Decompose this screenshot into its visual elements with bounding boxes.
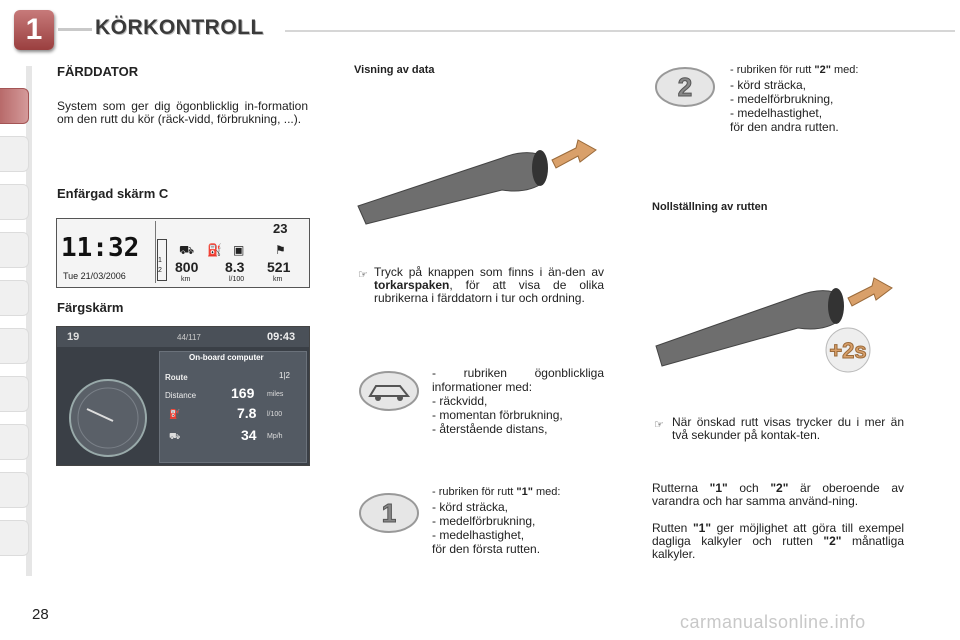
tab-chapter-5[interactable]	[0, 280, 29, 316]
routes-paragraph-1: Rutterna "1" och "2" är oberoende av varandra och har samma använd-ning.	[652, 481, 905, 508]
fuel-icon: ▣	[233, 243, 245, 257]
section-title: FÄRDDATOR	[57, 64, 139, 79]
color-temp: 19	[67, 331, 80, 343]
tab-chapter-10[interactable]	[0, 520, 29, 556]
svg-text:1: 1	[381, 498, 397, 528]
tab-chapter-3[interactable]	[0, 184, 29, 220]
page-number: 28	[32, 606, 49, 623]
color-value-3: 34	[241, 427, 257, 443]
route-2-list	[730, 78, 910, 134]
list-item: - medelhastighet,	[432, 528, 525, 542]
flag-icon: ⚑	[275, 243, 286, 257]
list-item: - räckvidd,	[432, 394, 488, 408]
color-unit-1: miles	[267, 391, 284, 398]
tab-chapter-9[interactable]	[0, 472, 29, 508]
mono-unit-2: l/100	[229, 276, 245, 283]
mono-screen-title: Enfärgad skärm C	[57, 186, 169, 201]
car-icon: ⛟	[169, 431, 181, 441]
color-screen-image	[56, 326, 310, 466]
color-idx: 1|2	[279, 371, 290, 380]
list-item: - medelhastighet,	[730, 106, 823, 120]
routes-paragraph-2: Rutten "1" ger möjlighet att göra till exempel dagliga kalkyler och rutten "2" månatliga kalkyler.	[652, 521, 904, 561]
watermark: carmanualsonline.info	[680, 612, 866, 632]
list-item: för den första rutten.	[432, 542, 541, 556]
mono-screen-image	[56, 218, 310, 288]
intro-text: System som ger dig ögonblicklig in-formation om den rutt du kör (räck-vidd, förbrukning, ...).	[57, 99, 308, 126]
hand-pointer-icon: ☞	[654, 419, 664, 431]
mono-unit-3: km	[273, 276, 283, 283]
pump-icon: ⛽	[207, 243, 222, 257]
mono-value-2: 8.3	[225, 259, 245, 275]
tab-chapter-1[interactable]	[0, 88, 29, 124]
tab-chapter-7[interactable]	[0, 376, 29, 412]
pump-icon: ⛽	[169, 409, 181, 419]
color-row-route: Route	[165, 373, 188, 382]
mono-idx2: 2	[158, 267, 162, 274]
list-item: för den andra rutten.	[730, 120, 839, 134]
mono-value-1: 800	[175, 259, 199, 275]
instruction-text: Tryck på knappen som finns i än-den av torkarspaken, för att visa de olika rubrikerna i färddatorn i tur och ordning.	[374, 265, 604, 305]
page-title: KÖRKONTROLL	[95, 16, 264, 39]
route-1-icon	[358, 492, 420, 534]
mono-idx: 1	[158, 257, 162, 264]
plus-2s-badge: +2s	[829, 338, 867, 363]
header-rule	[285, 30, 955, 32]
route-1-list	[432, 500, 607, 556]
list-item: - momentan förbrukning,	[432, 408, 563, 422]
color-code: 44/117	[177, 333, 201, 342]
compass-dial	[65, 375, 151, 461]
color-value-1: 169	[231, 385, 255, 401]
info-block-list	[432, 394, 607, 436]
car-info-icon	[358, 370, 420, 412]
header-line	[58, 28, 92, 31]
mono-temp: 23	[273, 221, 288, 236]
svg-text:2: 2	[677, 72, 693, 102]
tab-chapter-6[interactable]	[0, 328, 29, 364]
color-header: On-board computer	[189, 353, 264, 362]
color-row-distance: Distance	[165, 391, 197, 400]
route-1-head: - rubriken för rutt "1" med:	[432, 486, 561, 498]
info-block-head: - rubriken ögonblickliga informationer med:	[432, 366, 604, 394]
mono-unit-1: km	[181, 276, 191, 283]
chapter-tabs	[0, 66, 32, 576]
color-time: 09:43	[267, 331, 296, 343]
color-screen-title: Färgskärm	[57, 300, 124, 315]
wiper-stalk-image	[352, 128, 604, 228]
tab-chapter-8[interactable]	[0, 424, 29, 460]
list-item: - återstående distans,	[432, 422, 548, 436]
tab-chapter-4[interactable]	[0, 232, 29, 268]
reset-instruction: När önskad rutt visas trycker du i mer än två sekunder på kontak-ten.	[672, 415, 904, 442]
route-2-head: - rubriken för rutt "2" med:	[730, 64, 859, 76]
color-value-2: 7.8	[237, 405, 257, 421]
list-item: - körd sträcka,	[432, 500, 509, 514]
data-display-title: Visning av data	[354, 64, 435, 76]
mono-value-3: 521	[267, 259, 291, 275]
tab-chapter-2[interactable]	[0, 136, 29, 172]
list-item: - körd sträcka,	[730, 78, 807, 92]
hand-pointer-icon: ☞	[358, 269, 368, 281]
color-unit-3: Mp/h	[267, 433, 283, 440]
mono-date: Tue 21/03/2006	[63, 271, 126, 281]
mono-time: 11:32	[61, 233, 140, 263]
route-2-icon	[654, 66, 716, 108]
list-item: - medelförbrukning,	[730, 92, 834, 106]
chapter-badge: 1	[14, 10, 54, 50]
color-unit-2: l/100	[267, 411, 283, 418]
wiper-stalk-reset-image	[652, 262, 904, 374]
reset-title: Nollställning av rutten	[652, 201, 768, 213]
list-item: - medelförbrukning,	[432, 514, 536, 528]
car-icon: ⛟	[179, 243, 195, 257]
